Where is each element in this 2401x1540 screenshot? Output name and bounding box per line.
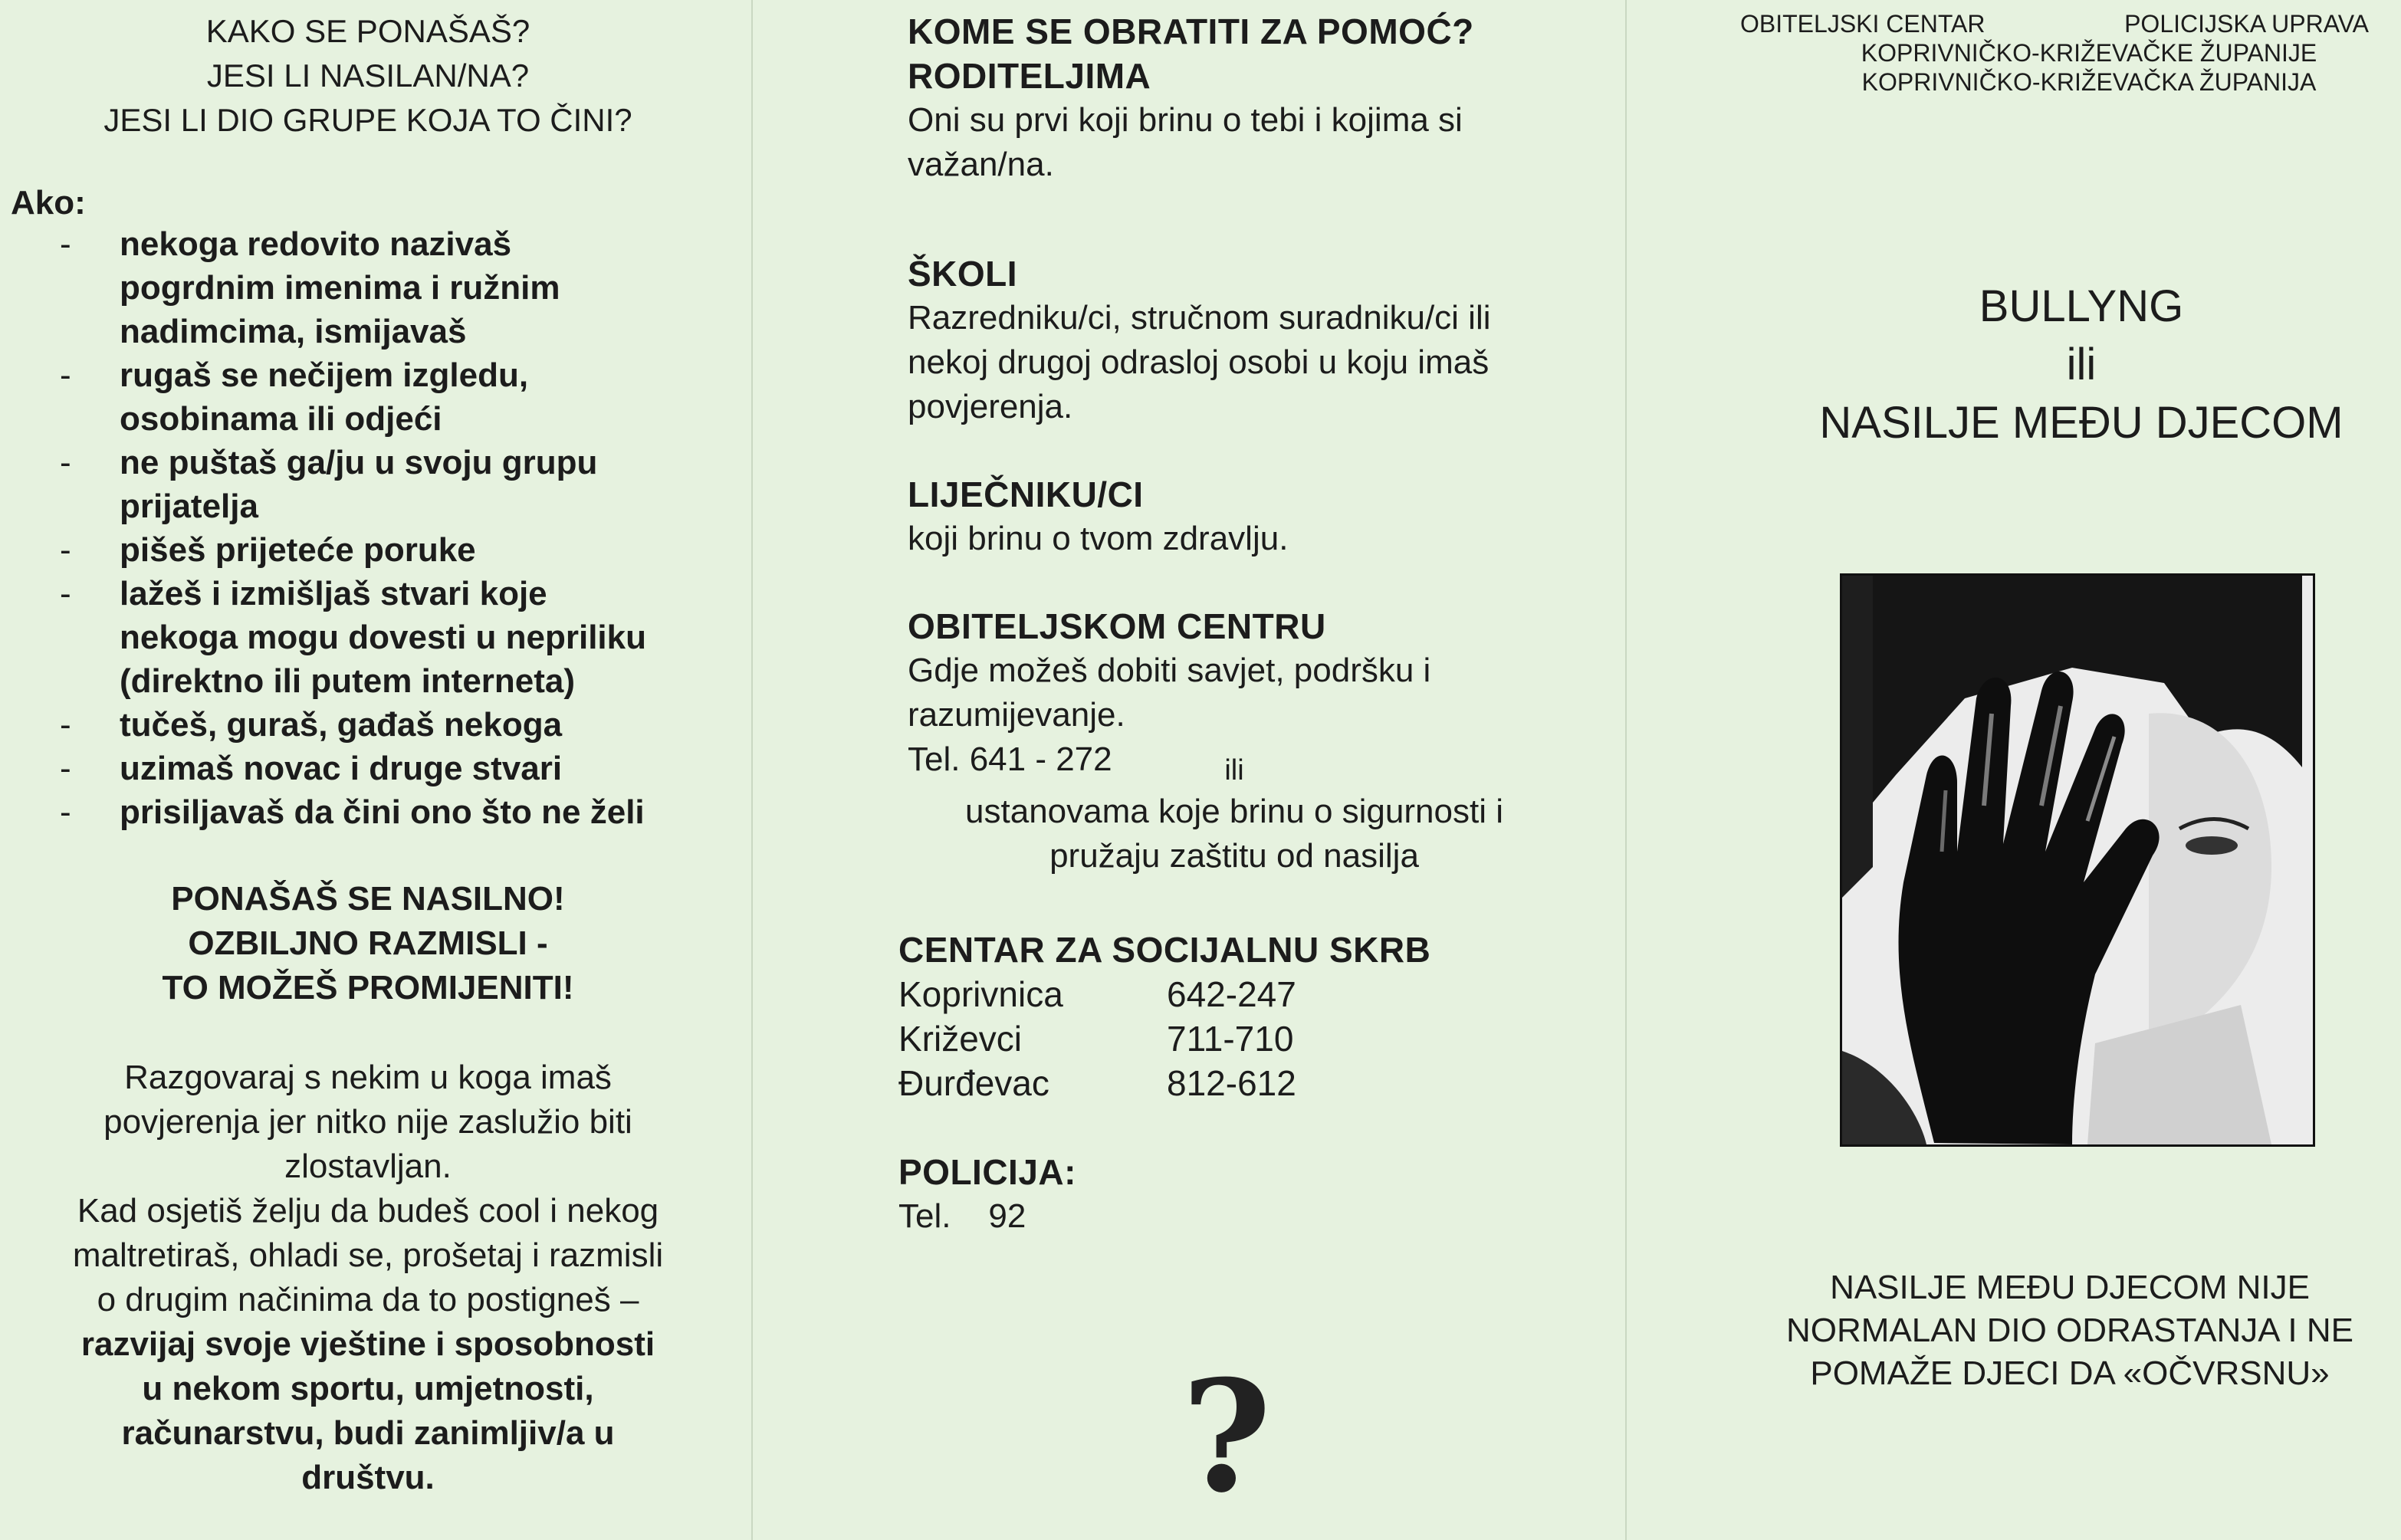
behavior-list (11, 222, 724, 834)
contact-city: Đurđevac (898, 1063, 1049, 1103)
title-line: NASILJE MEĐU DJECOM (1819, 398, 2344, 448)
fold-line (751, 0, 753, 1540)
footer-message (1733, 1266, 2401, 1395)
advice-line: Razgovaraj s nekim u koga imaš (124, 1059, 612, 1096)
contact-city: Križevci (898, 1019, 1023, 1059)
list-item: - ne puštaš ga/ju u svoju grupu prijatelja (60, 444, 598, 525)
section-line: razumijevanje. (908, 696, 1125, 734)
help-heading: KOME SE OBRATITI ZA POMOĆ? (908, 11, 1474, 51)
warning-line: OZBILJNO RAZMISLI - (188, 924, 548, 962)
title-line: BULLYNG (1979, 281, 2184, 331)
title-line: ili (2066, 340, 2097, 389)
section-line: nekoj drugoj odrasloj osobi u koju imaš (908, 343, 1490, 381)
face-hand-illustration (1842, 576, 2313, 1144)
contact-phone: 812-612 (1167, 1063, 1296, 1103)
list-item: - prisiljavaš da čini ono što ne želi (60, 793, 645, 831)
advice-line: o drugim načinima da to postigneš – (97, 1281, 639, 1318)
institution-line: pružaju zaštitu od nasilja (1049, 837, 1419, 875)
list-item: - nekoga redovito nazivaš pogrdnim imenima i ružnim nadimcima, ismijavaš (60, 225, 560, 350)
section-title: RODITELJIMA (908, 56, 1151, 96)
advice-bold-line: računarstvu, budi zanimljiv/a u (121, 1414, 615, 1452)
section-line: povjerenja. (908, 388, 1073, 425)
advice-bold-line: u nekom sportu, umjetnosti, (142, 1370, 594, 1407)
advice-line: maltretiraš, ohladi se, prošetaj i razmisli (72, 1236, 664, 1274)
footer-line: POMAŽE DJECI DA «OČVRSNU» (1810, 1354, 2330, 1392)
section-line: Razredniku/ci, stručnom suradniku/ci ili (908, 299, 1491, 337)
institutions-block (905, 751, 1564, 878)
social-care-block (898, 928, 1588, 1239)
section-line: važan/na. (908, 146, 1054, 183)
footer-line: NASILJE MEĐU DJECOM NIJE (1830, 1269, 2310, 1306)
org-name: KOPRIVNIČKO-KRIŽEVAČKA ŽUPANIJA (1861, 68, 2317, 96)
page-title (1756, 277, 2401, 452)
contact-row (898, 1061, 1588, 1105)
ili-label: ili (1224, 754, 1244, 786)
section-line: koji brinu o tvom zdravlju. (908, 520, 1289, 557)
advice-block (23, 1056, 713, 1500)
org-name: KOPRIVNIČKO-KRIŽEVAČKE ŽUPANIJE (1861, 39, 2317, 67)
police-phone: Tel. 92 (898, 1197, 1026, 1235)
social-title: CENTAR ZA SOCIJALNU SKRB (898, 930, 1431, 970)
section-line: Oni su prvi koji brinu o tebi i kojima si (908, 101, 1463, 139)
section-title: OBITELJSKOM CENTRU (908, 606, 1326, 646)
contact-phone: 711-710 (1167, 1019, 1294, 1059)
list-item: - rugaš se nečijem izgledu, osobinama ili odjeći (60, 356, 529, 438)
warning-line: PONAŠAŠ SE NASILNO! (171, 880, 565, 918)
fold-line (1625, 0, 1627, 1540)
left-questions (15, 9, 721, 143)
section-line: Tel. 641 - 272 (908, 740, 1112, 778)
contact-phone: 642-247 (1167, 974, 1296, 1014)
org-name: POLICIJSKA UPRAVA (2124, 10, 2369, 38)
organizations (1740, 9, 2369, 97)
advice-line: povjerenja jer nitko nije zaslužio biti (103, 1103, 632, 1141)
list-item: - pišeš prijeteće poruke (60, 531, 476, 569)
footer-line: NORMALAN DIO ODRASTANJA I NE (1786, 1312, 2353, 1349)
advice-bold-line: razvijaj svoje vještine i sposobnosti (80, 1325, 655, 1363)
list-item: - tučeš, guraš, gađaš nekoga (60, 706, 563, 744)
advice-bold-line: društvu. (301, 1459, 435, 1496)
contact-row (898, 972, 1588, 1016)
question-line: JESI LI DIO GRUPE KOJA TO ČINI? (103, 102, 632, 138)
institution-line: ustanovama koje brinu o sigurnosti i (965, 793, 1503, 830)
warning-block (31, 877, 705, 1010)
police-title: POLICIJA: (898, 1152, 1076, 1192)
help-section (908, 9, 1598, 782)
question-mark-icon: ? (1181, 1347, 1272, 1527)
section-title: LIJEČNIKU/CI (908, 474, 1144, 514)
question-line: JESI LI NASILAN/NA? (206, 57, 530, 94)
question-line: KAKO SE PONAŠAŠ? (205, 13, 530, 49)
contact-row (898, 1016, 1588, 1061)
ako-label: Ako: (11, 184, 86, 222)
advice-line: Kad osjetiš želju da budeš cool i nekog (77, 1192, 659, 1230)
list-item: - uzimaš novac i druge stvari (60, 750, 563, 787)
section-title: ŠKOLI (908, 254, 1018, 294)
org-name: OBITELJSKI CENTAR (1740, 10, 1986, 38)
cover-photo (1840, 573, 2315, 1147)
warning-line: TO MOŽEŠ PROMIJENITI! (162, 969, 574, 1006)
list-item: - lažeš i izmišljaš stvari koje nekoga mogu dovesti u nepriliku (direktno ili putem interneta) (60, 575, 646, 700)
advice-line: zlostavljan. (284, 1148, 452, 1185)
section-line: Gdje možeš dobiti savjet, podršku i (908, 652, 1431, 689)
contact-city: Koprivnica (898, 974, 1063, 1014)
